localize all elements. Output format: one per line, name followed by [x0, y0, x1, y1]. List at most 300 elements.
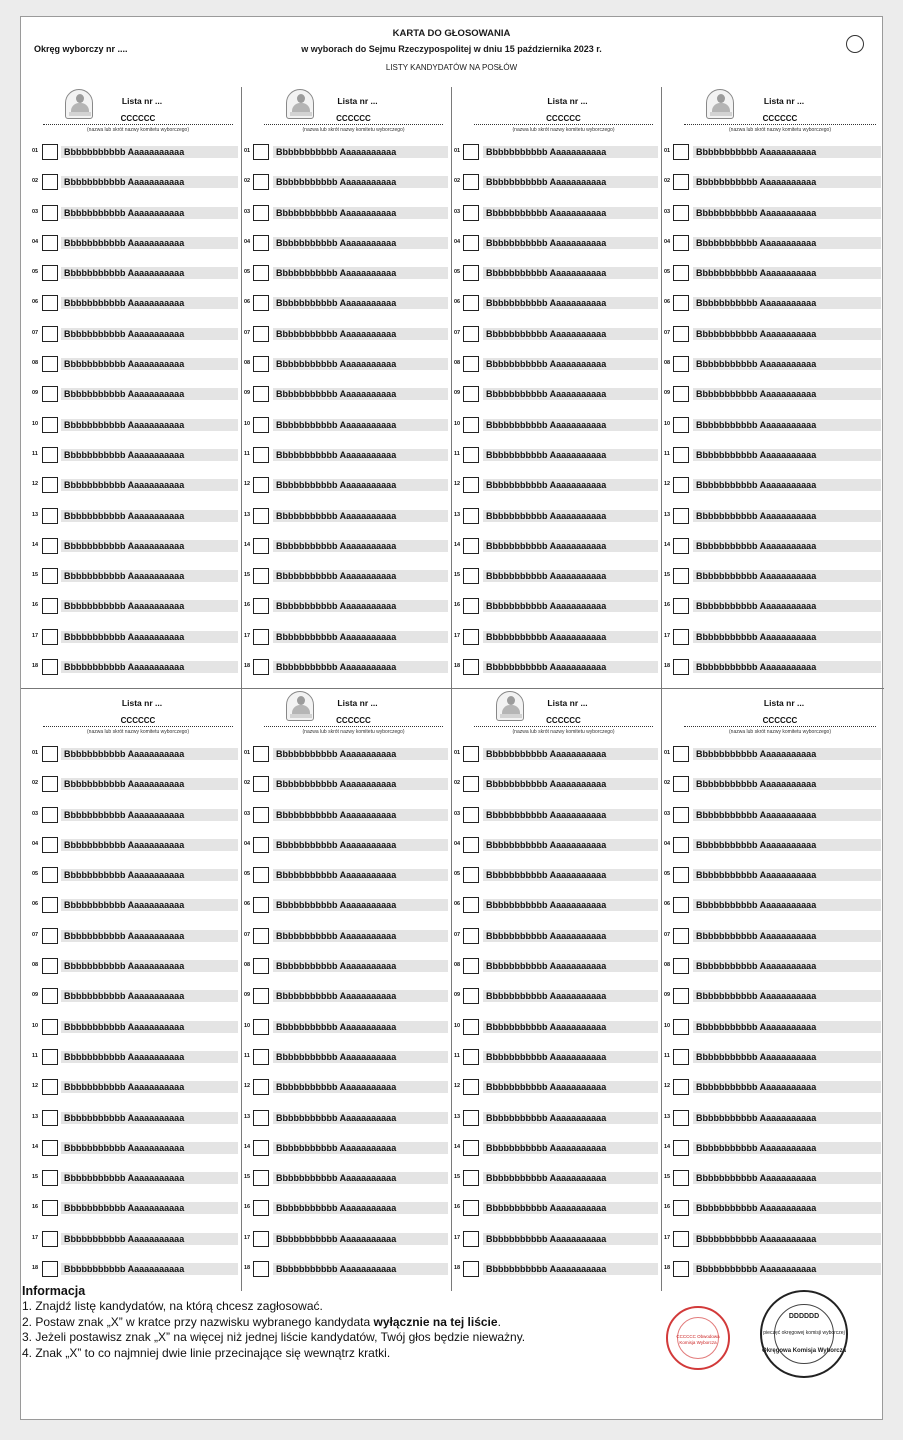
vote-checkbox[interactable]	[673, 144, 689, 160]
vote-checkbox[interactable]	[253, 746, 269, 762]
vote-checkbox[interactable]	[253, 1261, 269, 1277]
vote-checkbox[interactable]	[42, 1140, 58, 1156]
committee-note: (nazwa lub skrót nazwy komitetu wyborczego)	[302, 127, 405, 133]
candidate-row	[242, 230, 451, 260]
vote-checkbox[interactable]	[253, 386, 269, 402]
vote-checkbox[interactable]	[673, 568, 689, 584]
vote-checkbox[interactable]	[253, 598, 269, 614]
candidate-row	[452, 533, 661, 563]
candidate-name: Bbbbbbbbbbb Aaaaaaaaaaa	[273, 358, 448, 370]
candidate-number: 16	[454, 1204, 461, 1211]
vote-checkbox[interactable]	[463, 897, 479, 913]
vote-checkbox[interactable]	[673, 897, 689, 913]
candidate-name: Bbbbbbbbbbb Aaaaaaaaaaa	[693, 600, 881, 612]
vote-checkbox[interactable]	[673, 1231, 689, 1247]
obwodowa-stamp-icon	[666, 1306, 730, 1370]
vote-checkbox[interactable]	[463, 205, 479, 221]
candidate-name: Bbbbbbbbbbb Aaaaaaaaaaa	[693, 479, 881, 491]
candidate-name: Bbbbbbbbbbb Aaaaaaaaaaa	[693, 1051, 881, 1063]
vote-checkbox[interactable]	[42, 629, 58, 645]
committee-name: CCCCCC	[264, 114, 443, 125]
candidate-name: Bbbbbbbbbbb Aaaaaaaaaaa	[61, 449, 238, 461]
candidate-number: 06	[32, 299, 39, 306]
vote-checkbox[interactable]	[463, 1110, 479, 1126]
candidate-number: 16	[244, 1204, 251, 1211]
candidate-number: 04	[32, 238, 39, 245]
candidate-name: Bbbbbbbbbbb Aaaaaaaaaaa	[483, 930, 658, 942]
candidate-row	[452, 412, 661, 442]
candidate-number: 14	[244, 1143, 251, 1150]
vote-checkbox[interactable]	[463, 1200, 479, 1216]
candidate-row	[452, 169, 661, 199]
vote-checkbox[interactable]	[42, 837, 58, 853]
candidate-row	[242, 654, 451, 684]
candidate-number: 05	[664, 269, 671, 276]
instruction-4: 4. Znak „X” to co najmniej dwie linie przecinające się wewnątrz kratki.	[22, 1345, 391, 1360]
vote-checkbox[interactable]	[42, 776, 58, 792]
vote-checkbox[interactable]	[463, 386, 479, 402]
vote-checkbox[interactable]	[42, 928, 58, 944]
candidate-number: 02	[454, 178, 461, 185]
committee-name: CCCCCC	[474, 716, 653, 727]
candidate-row	[21, 983, 241, 1013]
vote-checkbox[interactable]	[673, 988, 689, 1004]
black-stamp-code: DDDDDD	[788, 1313, 820, 1320]
vote-checkbox[interactable]	[673, 1200, 689, 1216]
candidate-number: 03	[664, 208, 671, 215]
candidate-row	[242, 412, 451, 442]
candidate-number: 13	[664, 1113, 671, 1120]
candidate-row	[242, 260, 451, 290]
candidate-row	[662, 1195, 884, 1225]
vote-checkbox[interactable]	[673, 1261, 689, 1277]
vote-checkbox[interactable]	[463, 235, 479, 251]
candidate-list	[21, 689, 241, 1291]
vote-checkbox[interactable]	[463, 295, 479, 311]
candidate-number: 15	[32, 1174, 39, 1181]
vote-checkbox[interactable]	[673, 417, 689, 433]
candidate-name: Bbbbbbbbbbb Aaaaaaaaaaa	[693, 540, 881, 552]
vote-checkbox[interactable]	[463, 538, 479, 554]
candidate-row	[452, 771, 661, 801]
candidate-number: 02	[454, 780, 461, 787]
vote-checkbox[interactable]	[253, 776, 269, 792]
vote-checkbox[interactable]	[463, 1261, 479, 1277]
vote-checkbox[interactable]	[463, 867, 479, 883]
vote-checkbox[interactable]	[673, 867, 689, 883]
candidate-name: Bbbbbbbbbbb Aaaaaaaaaaa	[483, 388, 658, 400]
candidate-name: Bbbbbbbbbbb Aaaaaaaaaaa	[61, 778, 238, 790]
vote-checkbox[interactable]	[673, 1049, 689, 1065]
candidate-name: Bbbbbbbbbbb Aaaaaaaaaaa	[693, 510, 881, 522]
vote-checkbox[interactable]	[673, 538, 689, 554]
vote-checkbox[interactable]	[673, 776, 689, 792]
candidate-row	[452, 1195, 661, 1225]
vote-checkbox[interactable]	[673, 659, 689, 675]
candidate-row	[452, 593, 661, 623]
candidate-row	[662, 802, 884, 832]
vote-checkbox[interactable]	[463, 988, 479, 1004]
vote-checkbox[interactable]	[253, 837, 269, 853]
candidate-list	[21, 87, 241, 689]
candidate-number: 07	[664, 931, 671, 938]
vote-checkbox[interactable]	[673, 807, 689, 823]
vote-checkbox[interactable]	[673, 356, 689, 372]
vote-checkbox[interactable]	[253, 1140, 269, 1156]
candidate-row	[21, 802, 241, 832]
vote-checkbox[interactable]	[673, 1019, 689, 1035]
vote-checkbox[interactable]	[463, 326, 479, 342]
candidate-name: Bbbbbbbbbbb Aaaaaaaaaaa	[273, 510, 448, 522]
vote-checkbox[interactable]	[253, 326, 269, 342]
vote-checkbox[interactable]	[463, 598, 479, 614]
candidate-number: 03	[454, 208, 461, 215]
candidate-name: Bbbbbbbbbbb Aaaaaaaaaaa	[61, 297, 238, 309]
vote-checkbox[interactable]	[42, 659, 58, 675]
vote-checkbox[interactable]	[42, 295, 58, 311]
vote-checkbox[interactable]	[673, 235, 689, 251]
vote-checkbox[interactable]	[253, 295, 269, 311]
vote-checkbox[interactable]	[253, 205, 269, 221]
vote-checkbox[interactable]	[42, 598, 58, 614]
vote-checkbox[interactable]	[673, 326, 689, 342]
vote-checkbox[interactable]	[42, 1231, 58, 1247]
vote-checkbox[interactable]	[673, 447, 689, 463]
vote-checkbox[interactable]	[673, 837, 689, 853]
candidate-number: 13	[244, 1113, 251, 1120]
vote-checkbox[interactable]	[253, 897, 269, 913]
list-header	[21, 87, 241, 137]
vote-checkbox[interactable]	[253, 265, 269, 281]
vote-checkbox[interactable]	[42, 807, 58, 823]
red-stamp-text: CCCCCC Obwodowa Komisja Wyborcza	[676, 1334, 720, 1345]
vote-checkbox[interactable]	[42, 1110, 58, 1126]
candidate-number: 10	[664, 1022, 671, 1029]
vote-checkbox[interactable]	[42, 538, 58, 554]
vote-checkbox[interactable]	[463, 776, 479, 792]
vote-checkbox[interactable]	[673, 386, 689, 402]
vote-checkbox[interactable]	[253, 1231, 269, 1247]
vote-checkbox[interactable]	[42, 386, 58, 402]
candidate-name: Bbbbbbbbbbb Aaaaaaaaaaa	[61, 176, 238, 188]
vote-checkbox[interactable]	[42, 417, 58, 433]
candidate-name: Bbbbbbbbbbb Aaaaaaaaaaa	[61, 540, 238, 552]
vote-checkbox[interactable]	[673, 598, 689, 614]
candidate-row	[21, 1074, 241, 1104]
vote-checkbox[interactable]	[253, 928, 269, 944]
vote-checkbox[interactable]	[42, 477, 58, 493]
candidate-row	[662, 381, 884, 411]
vote-checkbox[interactable]	[253, 235, 269, 251]
vote-checkbox[interactable]	[42, 958, 58, 974]
vote-checkbox[interactable]	[463, 1140, 479, 1156]
vote-checkbox[interactable]	[253, 1019, 269, 1035]
candidate-name: Bbbbbbbbbbb Aaaaaaaaaaa	[273, 1263, 448, 1275]
list-number: Lista nr ...	[337, 698, 378, 708]
instruction-2-emphasis: wyłącznie na tej liście	[373, 1314, 498, 1329]
vote-checkbox[interactable]	[673, 508, 689, 524]
vote-checkbox[interactable]	[253, 629, 269, 645]
vote-checkbox[interactable]	[463, 1231, 479, 1247]
candidate-name: Bbbbbbbbbbb Aaaaaaaaaaa	[273, 1051, 448, 1063]
vote-checkbox[interactable]	[42, 897, 58, 913]
vote-checkbox[interactable]	[42, 235, 58, 251]
vote-checkbox[interactable]	[253, 477, 269, 493]
vote-checkbox[interactable]	[42, 1261, 58, 1277]
vote-checkbox[interactable]	[253, 1200, 269, 1216]
committee-name: CCCCCC	[474, 114, 653, 125]
vote-checkbox[interactable]	[42, 568, 58, 584]
vote-checkbox[interactable]	[253, 659, 269, 675]
vote-checkbox[interactable]	[463, 568, 479, 584]
vote-checkbox[interactable]	[42, 867, 58, 883]
candidate-number: 03	[32, 208, 39, 215]
candidate-number: 01	[244, 148, 251, 154]
candidate-row	[21, 832, 241, 862]
candidate-number: 03	[454, 810, 461, 817]
vote-checkbox[interactable]	[253, 988, 269, 1004]
vote-checkbox[interactable]	[42, 144, 58, 160]
candidate-number: 14	[454, 541, 461, 548]
vote-checkbox[interactable]	[253, 508, 269, 524]
vote-checkbox[interactable]	[463, 417, 479, 433]
vote-checkbox[interactable]	[253, 867, 269, 883]
vote-checkbox[interactable]	[463, 356, 479, 372]
vote-checkbox[interactable]	[42, 174, 58, 190]
candidate-name: Bbbbbbbbbbb Aaaaaaaaaaa	[273, 146, 448, 158]
candidate-name: Bbbbbbbbbbb Aaaaaaaaaaa	[693, 1142, 881, 1154]
candidate-name: Bbbbbbbbbbb Aaaaaaaaaaa	[483, 778, 658, 790]
candidate-number: 06	[244, 901, 251, 908]
vote-checkbox[interactable]	[463, 629, 479, 645]
vote-checkbox[interactable]	[253, 144, 269, 160]
candidate-number: 16	[32, 602, 39, 609]
candidate-row	[662, 200, 884, 230]
candidate-row	[662, 533, 884, 563]
vote-checkbox[interactable]	[463, 746, 479, 762]
vote-checkbox[interactable]	[253, 447, 269, 463]
vote-checkbox[interactable]	[42, 508, 58, 524]
vote-checkbox[interactable]	[463, 807, 479, 823]
committee-name: CCCCCC	[43, 716, 233, 727]
candidate-number: 12	[32, 481, 39, 488]
candidate-name: Bbbbbbbbbbb Aaaaaaaaaaa	[483, 899, 658, 911]
candidate-row	[242, 1195, 451, 1225]
candidate-name: Bbbbbbbbbbb Aaaaaaaaaaa	[273, 479, 448, 491]
candidate-name: Bbbbbbbbbbb Aaaaaaaaaaa	[61, 960, 238, 972]
candidate-name: Bbbbbbbbbbb Aaaaaaaaaaa	[483, 328, 658, 340]
vote-checkbox[interactable]	[42, 1079, 58, 1095]
candidate-number: 10	[244, 420, 251, 427]
instruction-1: 1. Znajdź listę kandydatów, na którą chcesz zagłosować.	[22, 1299, 323, 1313]
candidate-name: Bbbbbbbbbbb Aaaaaaaaaaa	[273, 778, 448, 790]
candidate-name: Bbbbbbbbbbb Aaaaaaaaaaa	[483, 540, 658, 552]
candidate-row	[242, 862, 451, 892]
candidate-number: 14	[244, 541, 251, 548]
list-number: Lista nr ...	[121, 96, 163, 106]
candidate-name: Bbbbbbbbbbb Aaaaaaaaaaa	[483, 1172, 658, 1184]
vote-checkbox[interactable]	[673, 477, 689, 493]
candidate-number: 17	[664, 632, 671, 639]
list-number: Lista nr ...	[763, 698, 805, 708]
candidate-row	[452, 923, 661, 953]
candidate-number: 07	[664, 329, 671, 336]
candidate-name: Bbbbbbbbbbb Aaaaaaaaaaa	[273, 1021, 448, 1033]
candidate-row	[242, 1105, 451, 1135]
candidate-number: 13	[32, 1113, 39, 1120]
candidate-row	[242, 1226, 451, 1256]
okregowa-stamp-icon	[760, 1290, 848, 1378]
vote-checkbox[interactable]	[463, 447, 479, 463]
vote-checkbox[interactable]	[42, 205, 58, 221]
candidate-row	[662, 1165, 884, 1195]
candidate-name: Bbbbbbbbbbb Aaaaaaaaaaa	[483, 510, 658, 522]
vote-checkbox[interactable]	[463, 958, 479, 974]
vote-checkbox[interactable]	[463, 508, 479, 524]
lists-top-row	[21, 87, 884, 689]
vote-checkbox[interactable]	[42, 447, 58, 463]
candidate-name: Bbbbbbbbbbb Aaaaaaaaaaa	[693, 869, 881, 881]
vote-checkbox[interactable]	[673, 295, 689, 311]
candidate-name: Bbbbbbbbbbb Aaaaaaaaaaa	[61, 1112, 238, 1124]
vote-checkbox[interactable]	[42, 1200, 58, 1216]
vote-checkbox[interactable]	[463, 174, 479, 190]
candidate-number: 12	[32, 1083, 39, 1090]
candidate-row	[242, 771, 451, 801]
vote-checkbox[interactable]	[253, 1110, 269, 1126]
vote-checkbox[interactable]	[673, 265, 689, 281]
vote-checkbox[interactable]	[253, 417, 269, 433]
vote-checkbox[interactable]	[673, 1170, 689, 1186]
candidate-name: Bbbbbbbbbbb Aaaaaaaaaaa	[483, 1263, 658, 1275]
candidate-row	[242, 1165, 451, 1195]
vote-checkbox[interactable]	[463, 837, 479, 853]
list-number: Lista nr ...	[547, 96, 588, 106]
candidate-name: Bbbbbbbbbbb Aaaaaaaaaaa	[61, 207, 238, 219]
candidate-number: 05	[454, 269, 461, 276]
vote-checkbox[interactable]	[673, 958, 689, 974]
vote-checkbox[interactable]	[463, 1049, 479, 1065]
candidate-name: Bbbbbbbbbbb Aaaaaaaaaaa	[61, 146, 238, 158]
vote-checkbox[interactable]	[42, 1019, 58, 1035]
candidate-row	[242, 593, 451, 623]
candidate-name: Bbbbbbbbbbb Aaaaaaaaaaa	[693, 778, 881, 790]
ballot-subtitle: w wyborach do Sejmu Rzeczypospolitej w dniu 15 października 2023 r.	[301, 44, 602, 54]
vote-checkbox[interactable]	[673, 205, 689, 221]
vote-checkbox[interactable]	[42, 265, 58, 281]
vote-checkbox[interactable]	[463, 477, 479, 493]
candidate-row	[242, 533, 451, 563]
candidate-row	[21, 563, 241, 593]
candidate-name: Bbbbbbbbbbb Aaaaaaaaaaa	[273, 449, 448, 461]
candidate-row	[452, 503, 661, 533]
candidate-name: Bbbbbbbbbbb Aaaaaaaaaaa	[273, 540, 448, 552]
candidate-row	[242, 200, 451, 230]
committee-note: (nazwa lub skrót nazwy komitetu wyborczego)	[729, 729, 831, 735]
candidate-name: Bbbbbbbbbbb Aaaaaaaaaaa	[61, 1172, 238, 1184]
vote-checkbox[interactable]	[463, 144, 479, 160]
candidate-row	[452, 624, 661, 654]
vote-checkbox[interactable]	[42, 356, 58, 372]
candidate-name: Bbbbbbbbbbb Aaaaaaaaaaa	[693, 990, 881, 1002]
list-header	[662, 87, 884, 137]
candidate-name: Bbbbbbbbbbb Aaaaaaaaaaa	[483, 449, 658, 461]
vote-checkbox[interactable]	[673, 629, 689, 645]
vote-checkbox[interactable]	[42, 1049, 58, 1065]
vote-checkbox[interactable]	[42, 746, 58, 762]
vote-checkbox[interactable]	[253, 1170, 269, 1186]
candidate-name: Bbbbbbbbbbb Aaaaaaaaaaa	[273, 1233, 448, 1245]
vote-checkbox[interactable]	[42, 1170, 58, 1186]
candidate-number: 15	[32, 572, 39, 579]
vote-checkbox[interactable]	[463, 1019, 479, 1035]
candidate-row	[242, 1074, 451, 1104]
candidate-name: Bbbbbbbbbbb Aaaaaaaaaaa	[483, 748, 658, 760]
vote-checkbox[interactable]	[253, 1079, 269, 1095]
candidate-number: 12	[454, 1083, 461, 1090]
vote-checkbox[interactable]	[253, 356, 269, 372]
vote-checkbox[interactable]	[463, 659, 479, 675]
list-header	[242, 689, 451, 739]
candidate-number: 05	[454, 871, 461, 878]
candidate-name: Bbbbbbbbbbb Aaaaaaaaaaa	[61, 748, 238, 760]
vote-checkbox[interactable]	[463, 265, 479, 281]
vote-checkbox[interactable]	[253, 958, 269, 974]
candidate-row	[21, 230, 241, 260]
candidate-number: 14	[664, 1143, 671, 1150]
candidate-name: Bbbbbbbbbbb Aaaaaaaaaaa	[61, 930, 238, 942]
candidate-name: Bbbbbbbbbbb Aaaaaaaaaaa	[273, 1172, 448, 1184]
candidate-row	[662, 442, 884, 472]
candidate-row	[21, 290, 241, 320]
candidate-number: 08	[664, 962, 671, 969]
candidate-row	[21, 381, 241, 411]
vote-checkbox[interactable]	[673, 1110, 689, 1126]
candidate-row	[662, 892, 884, 922]
vote-checkbox[interactable]	[673, 1140, 689, 1156]
district-label: Okręg wyborczy nr ....	[34, 44, 128, 54]
candidate-number: 07	[32, 329, 39, 336]
vote-checkbox[interactable]	[463, 928, 479, 944]
vote-checkbox[interactable]	[463, 1079, 479, 1095]
vote-checkbox[interactable]	[253, 807, 269, 823]
vote-checkbox[interactable]	[253, 174, 269, 190]
candidate-row	[21, 533, 241, 563]
candidate-row	[21, 892, 241, 922]
vote-checkbox[interactable]	[253, 1049, 269, 1065]
candidate-row	[452, 1135, 661, 1165]
candidate-name: Bbbbbbbbbbb Aaaaaaaaaaa	[483, 839, 658, 851]
vote-checkbox[interactable]	[253, 568, 269, 584]
vote-checkbox[interactable]	[42, 326, 58, 342]
list-header	[21, 689, 241, 739]
list-number: Lista nr ...	[547, 698, 588, 708]
vote-checkbox[interactable]	[42, 988, 58, 1004]
committee-note: (nazwa lub skrót nazwy komitetu wyborczego)	[302, 729, 405, 735]
candidate-row	[662, 1256, 884, 1286]
candidate-number: 07	[244, 329, 251, 336]
candidate-number: 12	[244, 481, 251, 488]
vote-checkbox[interactable]	[673, 174, 689, 190]
vote-checkbox[interactable]	[673, 1079, 689, 1095]
vote-checkbox[interactable]	[673, 928, 689, 944]
vote-checkbox[interactable]	[253, 538, 269, 554]
vote-checkbox[interactable]	[463, 1170, 479, 1186]
vote-checkbox[interactable]	[673, 746, 689, 762]
candidate-row	[662, 139, 884, 169]
candidate-row	[452, 139, 661, 169]
candidate-name: Bbbbbbbbbbb Aaaaaaaaaaa	[483, 1021, 658, 1033]
